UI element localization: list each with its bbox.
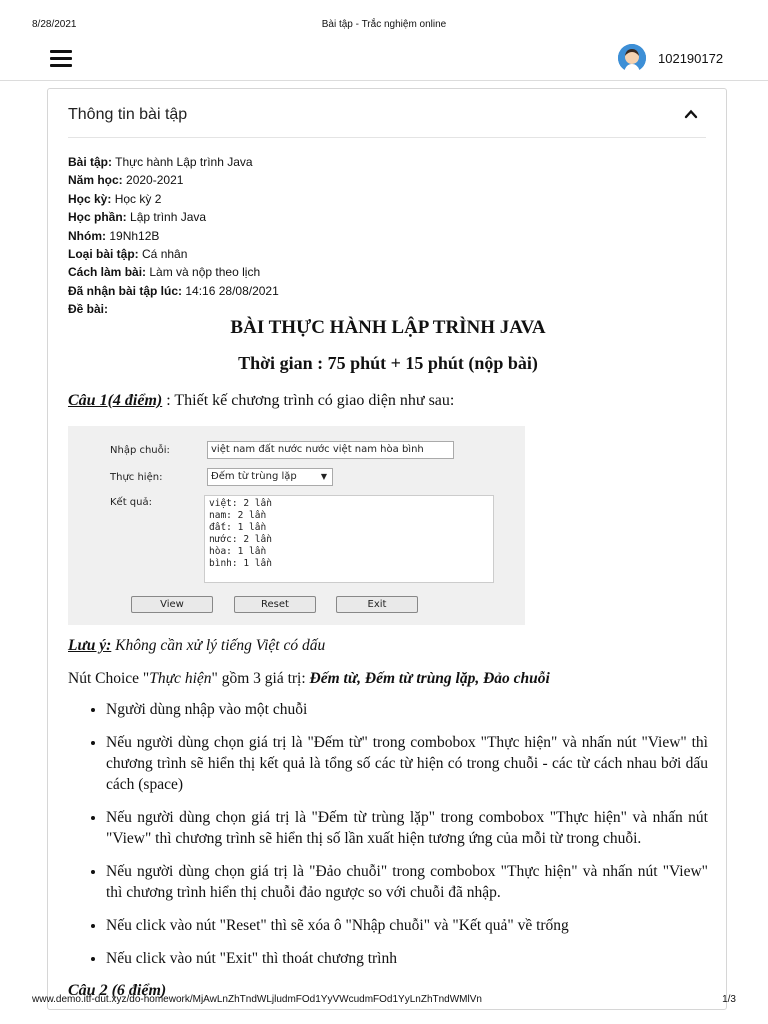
user-avatar-icon[interactable] bbox=[618, 44, 646, 72]
list-item: • Nếu click vào nút "Reset" thì sẽ xóa ô "Nhập chuỗi" và "Kết quả" về trống bbox=[106, 915, 708, 936]
list-item: • Người dùng nhập vào một chuỗi bbox=[106, 699, 708, 720]
info-row: Bài tập: Thực hành Lập trình Java bbox=[68, 155, 253, 169]
print-page-number: 1/3 bbox=[722, 994, 736, 1005]
user-id[interactable]: 102190172 bbox=[658, 51, 724, 66]
assignment-document bbox=[68, 317, 708, 410]
assignment-info-list bbox=[68, 153, 279, 319]
card-header[interactable] bbox=[68, 89, 706, 138]
mock-result-area: việt: 2 lần nam: 2 lần đất: 1 lần nước: 2 lần hòa: 1 lần bình: 1 lần bbox=[204, 495, 494, 583]
mock-result-label: Kết quả: bbox=[110, 497, 152, 508]
choice-description: Nút Choice "Thực hiện" gồm 3 giá trị: Đếm từ, Đếm từ trùng lặp, Đảo chuỗi bbox=[68, 670, 550, 687]
mock-view-button: View bbox=[131, 596, 213, 613]
question-2-heading: Câu 2 (6 điểm) bbox=[68, 982, 167, 999]
mock-reset-button: Reset bbox=[234, 596, 316, 613]
question-1-label: Câu 1(4 điểm) bbox=[68, 392, 163, 409]
info-row: Đã nhận bài tập lúc: 14:16 28/08/2021 bbox=[68, 283, 279, 298]
doc-time: Thời gian : 75 phút + 15 phút (nộp bài) bbox=[238, 353, 538, 373]
info-row: Năm học: 2020-2021 bbox=[68, 173, 184, 188]
mock-exit-button: Exit bbox=[336, 596, 418, 613]
print-page-title: Bài tập - Trắc nghiệm online bbox=[321, 19, 447, 30]
requirements-list bbox=[68, 699, 708, 969]
info-row: Cách làm bài: Làm và nộp theo lịch bbox=[68, 265, 261, 280]
list-item: • Nếu click vào nút "Exit" thì thoát chương trình bbox=[106, 948, 708, 969]
dropdown-arrow-icon: ▼ bbox=[320, 472, 327, 481]
note: Lưu ý: Không cần xử lý tiếng Việt có dấu bbox=[68, 637, 326, 654]
assignment-notes bbox=[68, 635, 708, 981]
chevron-up-icon[interactable] bbox=[684, 107, 698, 121]
hamburger-menu-icon[interactable] bbox=[50, 50, 72, 68]
print-header bbox=[0, 0, 768, 40]
print-date: 8/28/2021 bbox=[32, 19, 77, 30]
top-navbar bbox=[0, 40, 768, 81]
mock-action-select: Đếm từ trùng lặp ▼ bbox=[207, 468, 333, 486]
assignment-info-card bbox=[47, 88, 727, 1010]
list-item: • Nếu người dùng chọn giá trị là "Đếm từ trùng lặp" trong combobox "Thực hiện" và nhấn nút "View" thì chương trình sẽ hiển thị số lần xuất hiện tương ứng của mỗi từ trong chuỗi. bbox=[106, 807, 708, 849]
ui-mockup-image bbox=[68, 426, 525, 625]
question-1: Câu 1(4 điểm) : Thiết kế chương trình có giao diện như sau: bbox=[68, 392, 455, 409]
print-url: www.demo.itf-dut.xyz/do-homework/MjAwLnZhTndWLjludmFOd1YyVWcudmFOd1YyLnZhTndWMlVn bbox=[32, 994, 482, 1005]
mock-input-label: Nhập chuỗi: bbox=[110, 445, 170, 456]
info-row: Học kỳ: Học kỳ 2 bbox=[68, 191, 162, 206]
mock-input-field: việt nam đất nước nước việt nam hòa bình bbox=[207, 441, 454, 459]
card-title: Thông tin bài tập bbox=[68, 106, 188, 123]
mock-action-label: Thực hiện: bbox=[110, 472, 163, 483]
info-row: Nhóm: 19Nh12B bbox=[68, 228, 160, 243]
list-item: • Nếu người dùng chọn giá trị là "Đảo chuỗi" trong combobox "Thực hiện" và nhấn nút "View" thì chương trình hiển thị chuỗi đảo ngược so với chuỗi đã nhập. bbox=[106, 861, 708, 903]
info-row: Loại bài tập: Cá nhân bbox=[68, 247, 188, 262]
info-row: Đề bài: bbox=[68, 302, 109, 317]
list-item: • Nếu người dùng chọn giá trị là "Đếm từ" trong combobox "Thực hiện" và nhấn nút "View" thì chương trình sẽ hiển thị kết quả là tổng số các từ hiện có trong chuỗi - các từ cách nhau bởi dấu cách (space) bbox=[106, 732, 708, 795]
info-row: Học phần: Lập trình Java bbox=[68, 210, 207, 225]
print-footer bbox=[0, 993, 768, 1013]
doc-title: BÀI THỰC HÀNH LẬP TRÌNH JAVA bbox=[230, 317, 546, 338]
